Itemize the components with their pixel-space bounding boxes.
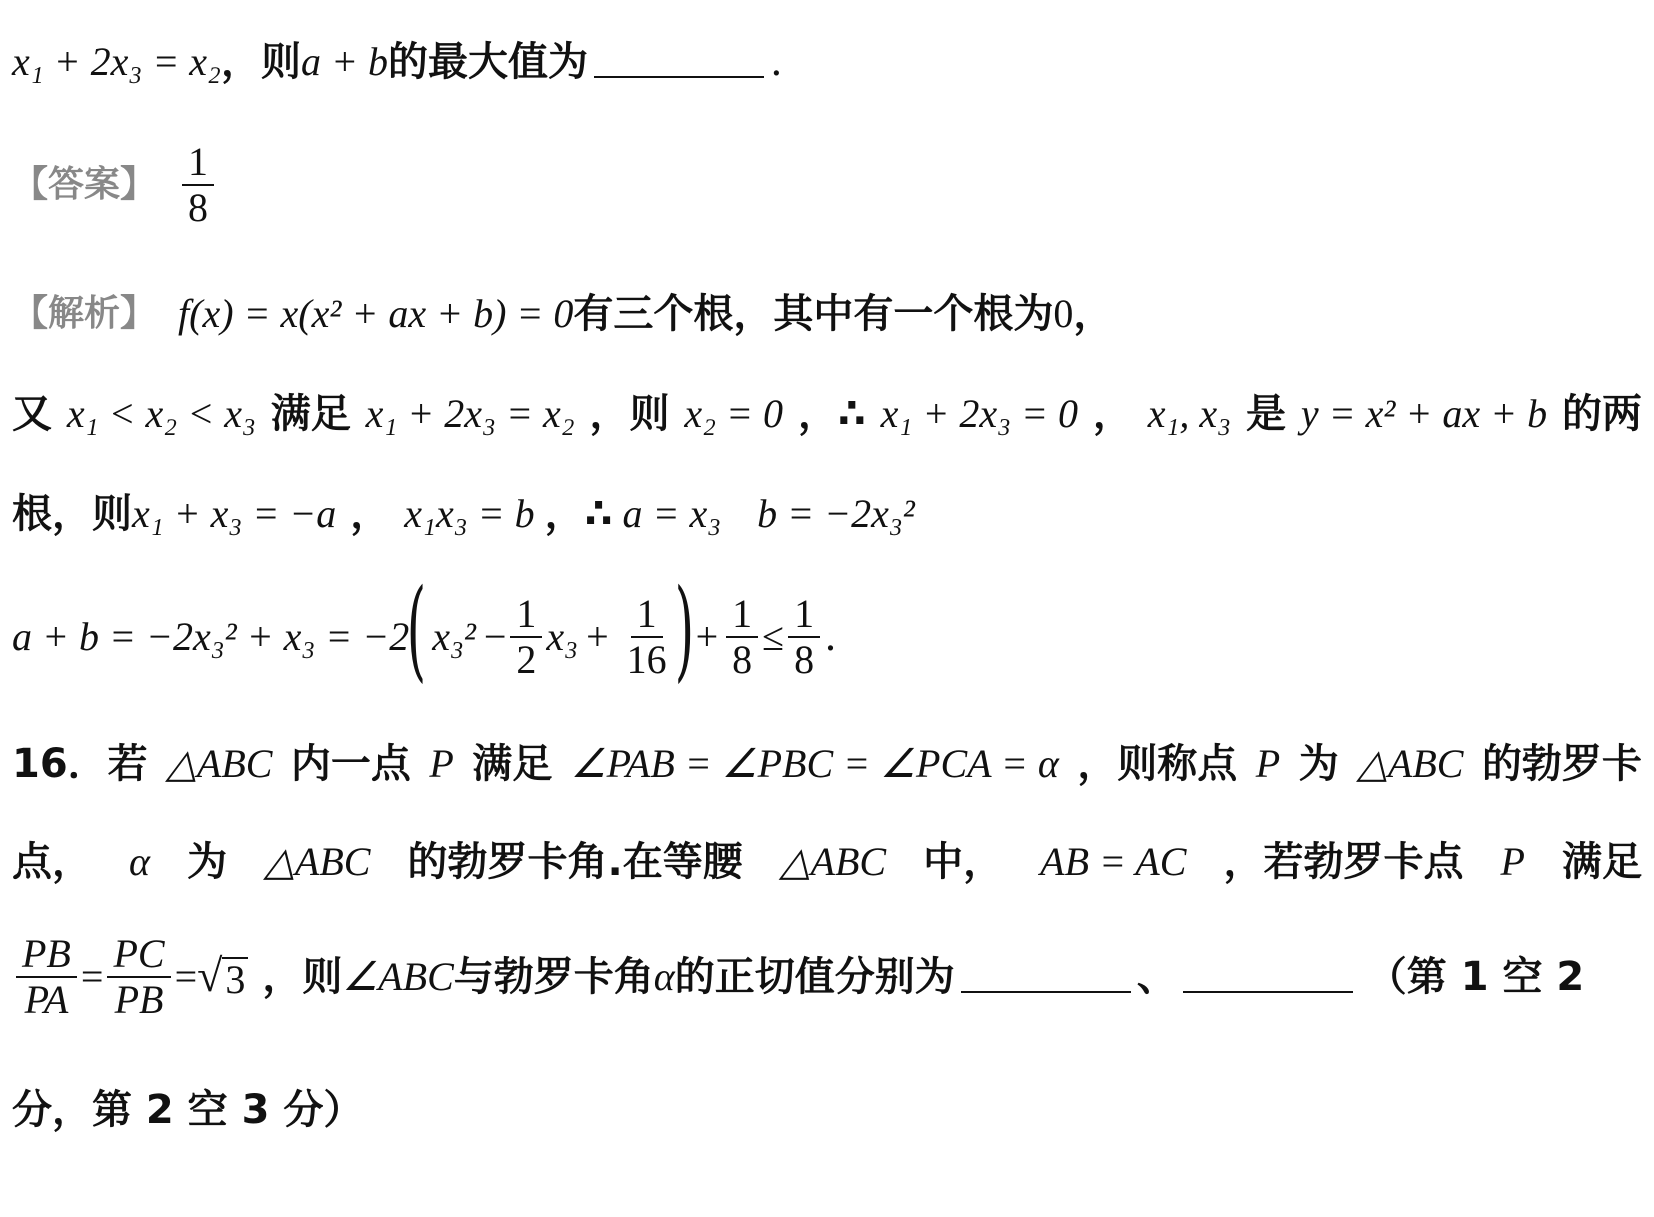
b-value: b = −2x₃² xyxy=(757,491,915,536)
answer-line xyxy=(12,140,1642,230)
analysis-line-4: a + b = −2x₃² + x₃ = −2 ( x₃² − $\frac{1}{2}$ x₃ + $\frac{1}{16}$ ) + $\frac{1}{8}$ ≤ $\frac{1}{8}$ . xyxy=(12,565,837,693)
fraction-sixteenth: $\frac{1}{16}$ xyxy=(626,591,667,682)
ratio-pb-pa: $\frac{PB}{PA}$ xyxy=(16,932,77,1022)
period: . xyxy=(769,39,783,85)
expression-a-plus-b: a + b xyxy=(300,39,388,84)
alpha-symbol: α xyxy=(653,954,675,999)
root-zero: 0 xyxy=(1053,291,1074,336)
sqrt-three: √ 3 xyxy=(197,953,248,1001)
text-satisfy: 满足 xyxy=(270,391,351,437)
text-is: 是 xyxy=(1245,391,1286,437)
comma: ， xyxy=(1092,391,1133,437)
q16-line-2: 点， α 为 △ABC 的勃罗卡角.在等腰 △ABC 中， AB = AC ，若勃罗卡点 P 满足 xyxy=(12,839,1642,885)
text-max-value: 的最大值为 xyxy=(387,39,588,85)
text-then: ，则 xyxy=(220,39,301,85)
x3-term: x₃ xyxy=(546,614,579,659)
answer-blank-2 xyxy=(1183,961,1353,993)
condition-equation: x₁ + 2x₃ = x₂ xyxy=(12,39,221,84)
le-sign: ≤ xyxy=(762,614,785,659)
problem-tail-line xyxy=(12,38,1642,86)
reduced-equation: x₁ + 2x₃ = 0 xyxy=(880,391,1078,436)
x2-zero: x₂ = 0 xyxy=(684,391,784,436)
analysis-text-2: ， xyxy=(1073,291,1114,337)
comma-1: ， xyxy=(350,491,391,537)
q16-line-1: 16．若 △ABC 内一点 P 满足 ∠PAB = ∠PBC = ∠PCA = α ，则称点 P 为 △ABC 的勃罗卡 xyxy=(12,741,1642,787)
inequality-chain: x₁ < x₂ < x₃ xyxy=(66,391,256,436)
text-therefore: ，∴ xyxy=(797,391,866,437)
vieta-product: x₁x₃ = b xyxy=(404,491,535,536)
answer-fraction xyxy=(182,140,214,230)
analysis-line-3 xyxy=(12,490,1642,538)
period-2: . xyxy=(824,614,837,660)
vieta-sum: x₁ + x₃ = −a xyxy=(132,491,337,536)
quadratic: y = x² + ax + b xyxy=(1300,391,1548,436)
roots-pair: x₁, x₃ xyxy=(1147,391,1232,436)
answer-tag: 【答案】 xyxy=(12,164,157,206)
plus-sign: + xyxy=(586,614,609,659)
analysis-line-2 xyxy=(12,390,1642,438)
angle-abc: ∠ABC xyxy=(342,954,454,999)
text-roots-then: 根，则 xyxy=(12,491,132,537)
q16-line-3: $\frac{PB}{PA}$ = $\frac{PC}{PB}$ = √ 3 ，则 ∠ABC 与勃罗卡角 α 的正切值分别为 、 （第 1 空 2 xyxy=(12,932,1642,1022)
analysis-line xyxy=(12,290,1642,338)
fraction-eighth-2: $\frac{1}{8}$ xyxy=(788,592,820,682)
plus-sign-2: + xyxy=(695,614,719,659)
inner-square: x₃² xyxy=(432,614,476,659)
function-equation: f(x) = x(x² + ax + b) = 0 xyxy=(178,291,574,336)
fraction-eighth: $\frac{1}{8}$ xyxy=(726,592,758,682)
text-you: 又 xyxy=(12,391,52,437)
ratio-pc-pb: $\frac{PC}{PB}$ xyxy=(107,932,170,1022)
sum-expression: a + b = −2x₃² + x₃ = −2 xyxy=(12,614,410,659)
text-two: 的两 xyxy=(1562,391,1642,437)
analysis-text-1: 有三个根，其中有一个根为 xyxy=(573,291,1054,337)
q16-line-4 xyxy=(12,1086,1642,1134)
a-value: a = x₃ xyxy=(622,491,722,536)
score-note-2: 分，第 2 空 3 分） xyxy=(12,1087,364,1133)
score-note-1: （第 1 空 2 xyxy=(1366,954,1585,1000)
text-therefore-2: ，∴ xyxy=(544,491,613,537)
condition-equation-2: x₁ + 2x₃ = x₂ xyxy=(365,391,575,436)
text-then-2: ，则 xyxy=(589,391,670,437)
answer-blank xyxy=(594,46,764,78)
minus-sign: − xyxy=(483,614,507,659)
answer-denominator: 8 xyxy=(188,185,209,230)
analysis-tag: 【解析】 xyxy=(12,293,157,335)
fraction-half: $\frac{1}{2}$ xyxy=(510,592,542,682)
answer-blank-1 xyxy=(961,961,1131,993)
answer-numerator: 1 xyxy=(182,140,214,186)
